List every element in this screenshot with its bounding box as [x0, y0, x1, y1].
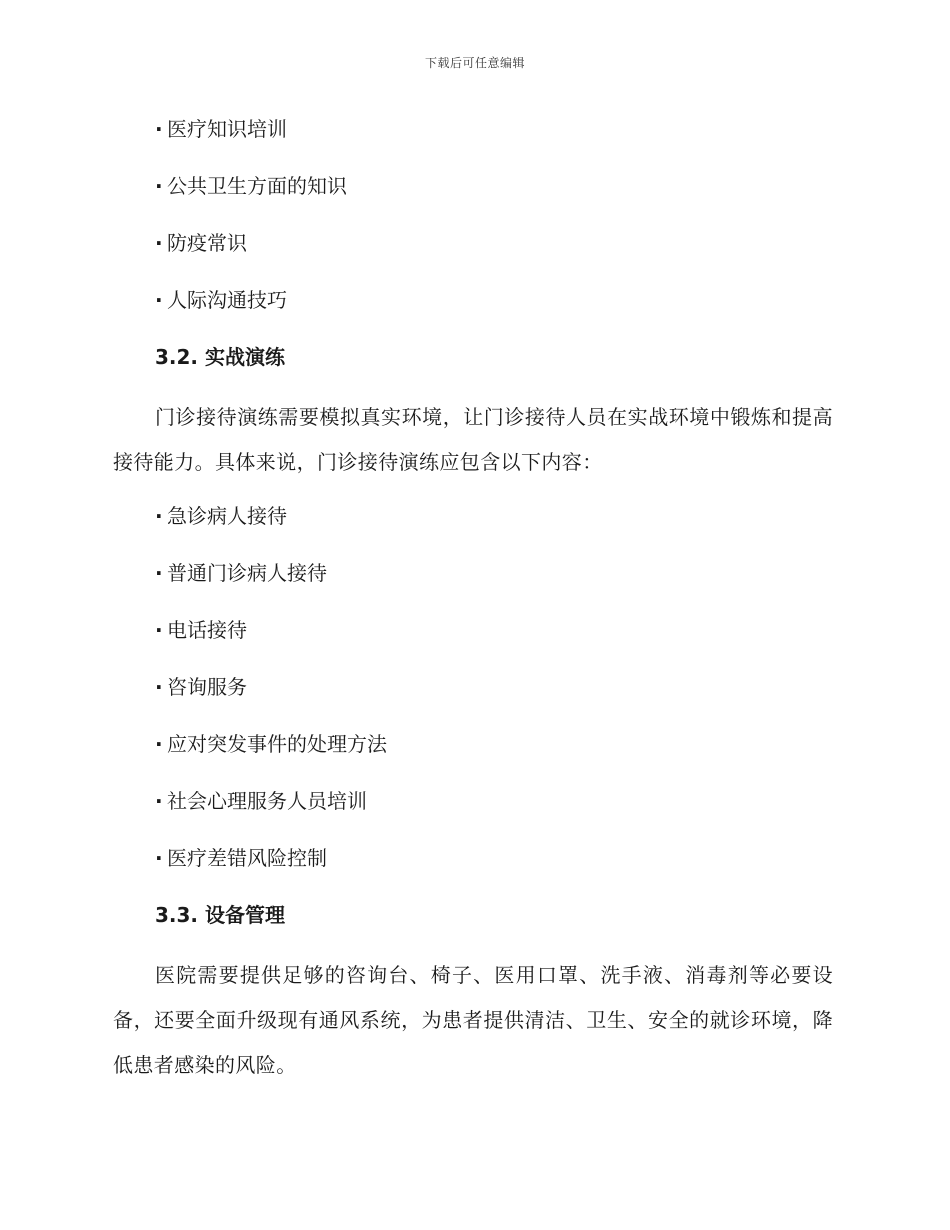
section-paragraph-3-3: 医院需要提供足够的咨询台、椅子、医用口罩、洗手液、消毒剂等必要设备，还要全面升级现有通风系统，为患者提供清洁、卫生、安全的就诊环境，降低患者感染的风险。	[113, 963, 833, 1077]
list-item-text: 普通门诊病人接待	[167, 561, 327, 585]
section-paragraph-3-2: 门诊接待演练需要模拟真实环境，让门诊接待人员在实战环境中锻炼和提高接待能力。具体来说，门诊接待演练应包含以下内容：	[113, 405, 833, 474]
bullet-icon: ·	[155, 561, 163, 585]
list-item	[155, 782, 833, 820]
section-heading-3-3: 3.3. 设备管理	[155, 903, 285, 927]
list-item-text: 医疗差错风险控制	[167, 846, 327, 870]
list-item-text: 电话接待	[167, 618, 247, 642]
bullet-icon: ·	[155, 732, 163, 756]
bullet-icon: ·	[155, 504, 163, 528]
list-item	[155, 611, 833, 649]
list-item-text: 应对突发事件的处理方法	[167, 732, 387, 756]
bullet-icon: ·	[155, 618, 163, 642]
list-item-text: 急诊病人接待	[167, 504, 287, 528]
bullet-icon: ·	[155, 117, 163, 141]
list-item-text: 社会心理服务人员培训	[167, 789, 367, 813]
list-item-text: 咨询服务	[167, 675, 247, 699]
bullet-icon: ·	[155, 846, 163, 870]
list-item	[155, 281, 833, 319]
page-header-note: 下载后可任意编辑	[424, 56, 525, 70]
list-item-text: 防疫常识	[167, 231, 247, 255]
list-item	[155, 668, 833, 706]
list-item-text: 医疗知识培训	[167, 117, 287, 141]
list-item	[155, 839, 833, 877]
bullet-icon: ·	[155, 288, 163, 312]
bullet-icon: ·	[155, 231, 163, 255]
list-item	[155, 167, 833, 205]
list-item	[155, 224, 833, 262]
list-item	[155, 554, 833, 592]
list-item	[155, 110, 833, 148]
list-item	[155, 497, 833, 535]
document-body	[113, 110, 833, 1100]
list-item-text: 公共卫生方面的知识	[167, 174, 347, 198]
bullet-icon: ·	[155, 675, 163, 699]
section-heading-3-2: 3.2. 实战演练	[155, 345, 285, 369]
bullet-icon: ·	[155, 789, 163, 813]
list-item	[155, 725, 833, 763]
bullet-icon: ·	[155, 174, 163, 198]
list-item-text: 人际沟通技巧	[167, 288, 287, 312]
